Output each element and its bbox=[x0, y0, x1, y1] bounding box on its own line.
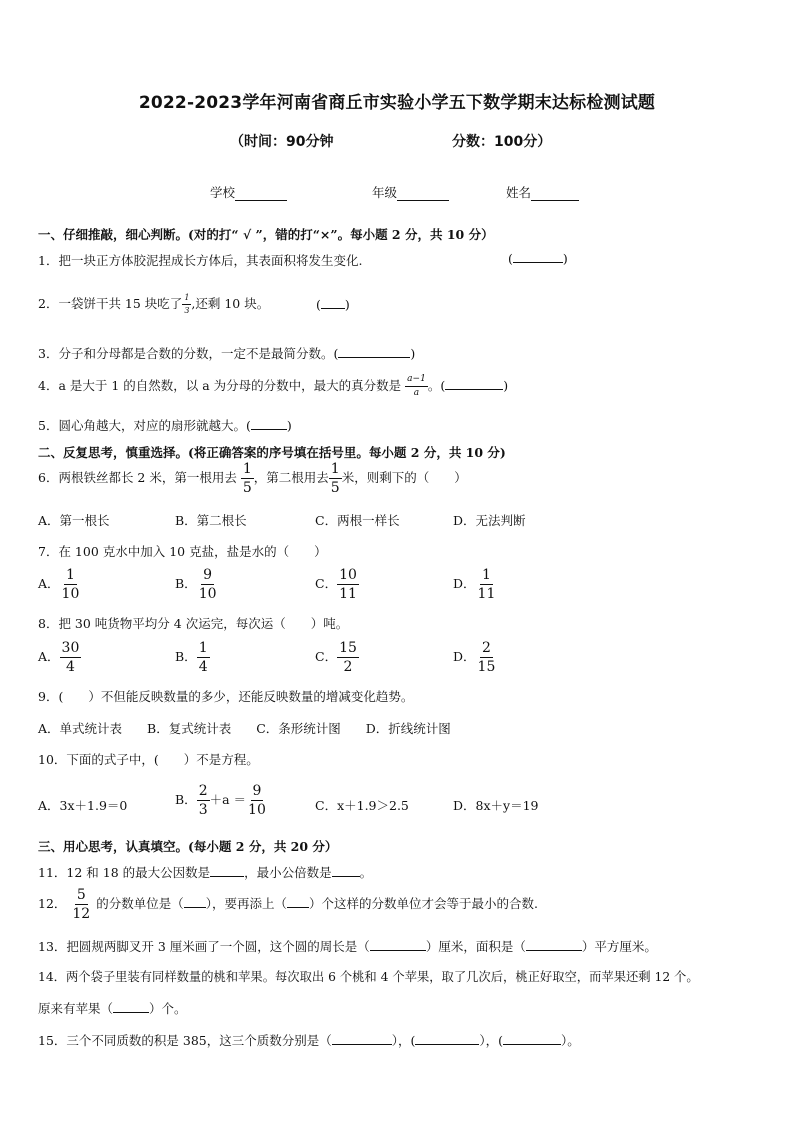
grade-field[interactable] bbox=[372, 183, 449, 201]
q8-option-d[interactable] bbox=[453, 641, 497, 674]
q7-option-a[interactable] bbox=[38, 568, 81, 601]
q14-text-b: 原来有苹果（ bbox=[38, 1001, 114, 1016]
question-12 bbox=[38, 888, 538, 921]
frac-num: 1 bbox=[65, 567, 75, 583]
answer-blank[interactable] bbox=[251, 418, 287, 430]
paren-close: ) bbox=[562, 251, 568, 266]
q6-option-a[interactable]: A．第一根长 bbox=[38, 513, 110, 528]
q12-text-c: ），要再添上（ bbox=[205, 896, 287, 911]
option-fraction-1 bbox=[197, 784, 210, 817]
answer-blank[interactable] bbox=[321, 297, 345, 309]
paren-close: ) bbox=[344, 297, 350, 312]
paren-close: ) bbox=[410, 346, 416, 361]
answer-blank-2[interactable] bbox=[526, 939, 582, 951]
section-2-heading: 二、反复思考，慎重选择。(将正确答案的序号填在括号里。每小题 2 分，共 10 分) bbox=[38, 445, 506, 460]
question-8: 8．把 30 吨货物平均分 4 次运完，每次运（ ）吨。 bbox=[38, 616, 349, 631]
frac-den: 3 bbox=[198, 802, 208, 818]
question-14: 14．两个袋子里装有同样数量的桃和苹果。每次取出 6 个桃和 4 个苹果，取了几次后，桃正好取空，而苹果还剩 12 个。 bbox=[38, 970, 699, 984]
q6-text-a: 6．两根铁丝都长 2 米，第一根用去 bbox=[38, 470, 237, 485]
answer-1[interactable] bbox=[508, 251, 568, 266]
q2-text-b: ,还剩 10 块。 bbox=[191, 296, 270, 311]
q12-text-a: 12． bbox=[38, 896, 67, 911]
answer-blank[interactable] bbox=[338, 346, 410, 358]
answer-2[interactable] bbox=[316, 297, 350, 312]
q8-option-b[interactable] bbox=[175, 641, 210, 674]
question-11 bbox=[38, 863, 372, 881]
frac-num: 10 bbox=[339, 567, 357, 583]
answer-blank-1[interactable] bbox=[184, 896, 206, 908]
exam-time: （时间：90分钟 bbox=[230, 134, 334, 150]
frac-num: 1 bbox=[481, 567, 491, 583]
frac-den: 3 bbox=[184, 306, 190, 315]
frac-den: 5 bbox=[242, 480, 252, 496]
option-label: C． bbox=[315, 576, 338, 591]
q14-text-c: ）个。 bbox=[149, 1001, 187, 1016]
question-14-cont bbox=[38, 999, 187, 1017]
paren-open: ( bbox=[508, 251, 513, 266]
frac-num: a−1 bbox=[405, 375, 428, 387]
answer-blank-1[interactable] bbox=[210, 865, 244, 877]
option-label: B． bbox=[175, 649, 197, 664]
q4-fraction bbox=[405, 375, 428, 398]
frac-num: 1 bbox=[330, 461, 340, 477]
q12-fraction bbox=[70, 888, 92, 921]
q8-option-c[interactable] bbox=[315, 641, 359, 674]
answer-blank-2[interactable] bbox=[287, 896, 309, 908]
q10-option-d[interactable]: D．8x＋y＝19 bbox=[453, 798, 539, 813]
frac-num: 9 bbox=[252, 783, 262, 799]
name-field[interactable] bbox=[506, 183, 579, 201]
question-13 bbox=[38, 937, 657, 955]
q6-fraction-1 bbox=[241, 462, 254, 495]
answer-blank[interactable] bbox=[113, 1001, 149, 1013]
frac-num: 30 bbox=[61, 640, 80, 656]
option-label: A． bbox=[38, 649, 60, 664]
frac-den: 15 bbox=[477, 659, 496, 675]
option-label: B． bbox=[175, 792, 197, 807]
frac-den: 4 bbox=[65, 659, 75, 675]
frac-num: 15 bbox=[339, 640, 357, 656]
frac-den: 4 bbox=[198, 659, 208, 675]
option-fraction bbox=[60, 641, 82, 674]
option-label: B． bbox=[175, 576, 197, 591]
q6-text-c: 米，则剩下的（ ） bbox=[341, 470, 467, 485]
frac-num: 1 bbox=[182, 294, 191, 305]
q8-option-a[interactable] bbox=[38, 641, 81, 674]
q11-text-a: 11．12 和 18 的最大公因数是 bbox=[38, 865, 211, 880]
q13-text-c: ）平方厘米。 bbox=[581, 939, 657, 954]
grade-label: 年级 bbox=[372, 185, 398, 200]
answer-blank-1[interactable] bbox=[370, 939, 426, 951]
answer-blank-3[interactable] bbox=[503, 1033, 561, 1045]
school-label: 学校 bbox=[210, 185, 236, 200]
option-mid: ＋a ＝ bbox=[209, 792, 247, 807]
q6-option-d[interactable]: D．无法判断 bbox=[453, 513, 526, 528]
paren-open: ( bbox=[316, 297, 321, 312]
frac-num: 5 bbox=[76, 887, 86, 903]
question-3 bbox=[38, 344, 415, 362]
q11-text-b: ，最小公倍数是 bbox=[244, 865, 332, 880]
frac-num: 9 bbox=[203, 567, 213, 583]
q12-text-d: ）个这样的分数单位才会等于最小的合数. bbox=[308, 896, 538, 911]
paren-close: ) bbox=[286, 418, 292, 433]
answer-blank-2[interactable] bbox=[415, 1033, 479, 1045]
frac-den: a bbox=[413, 388, 420, 398]
q10-option-c[interactable]: C．x＋1.9＞2.5 bbox=[315, 798, 409, 813]
answer-blank[interactable] bbox=[513, 251, 563, 263]
frac-den: 11 bbox=[339, 586, 357, 602]
q5-text: 5．圆心角越大，对应的扇形就越大。( bbox=[38, 418, 251, 433]
q4-text-a: 4．a 是大于 1 的自然数，以 a 为分母的分数中，最大的真分数是 bbox=[38, 378, 402, 393]
school-field[interactable] bbox=[210, 183, 287, 201]
option-fraction bbox=[197, 641, 210, 674]
frac-den: 11 bbox=[477, 586, 496, 602]
question-10: 10．下面的式子中，( ）不是方程。 bbox=[38, 752, 259, 767]
question-1: 1．把一块正方体胶泥捏成长方体后，其表面积将发生变化. bbox=[38, 253, 363, 268]
frac-den: 10 bbox=[61, 586, 80, 602]
frac-den: 10 bbox=[198, 586, 217, 602]
exam-score: 分数：100分） bbox=[452, 134, 552, 150]
section-3-heading: 三、用心思考，认真填空。(每小题 2 分，共 20 分） bbox=[38, 839, 338, 854]
option-fraction bbox=[476, 641, 498, 674]
question-7: 7．在 100 克水中加入 10 克盐，盐是水的（ ） bbox=[38, 544, 327, 559]
paren-close: ) bbox=[503, 378, 509, 393]
q12-text-b: 的分数单位是（ bbox=[96, 896, 184, 911]
option-fraction bbox=[60, 568, 82, 601]
frac-num: 2 bbox=[481, 640, 491, 656]
question-15 bbox=[38, 1031, 580, 1049]
name-blank[interactable] bbox=[531, 188, 579, 201]
frac-num: 2 bbox=[198, 783, 208, 799]
option-label: C． bbox=[315, 649, 338, 664]
q9-options[interactable]: A．单式统计表 B．复式统计表 C．条形统计图 D．折线统计图 bbox=[38, 721, 451, 736]
question-9: 9．( ）不但能反映数量的多少，还能反映数量的增减变化趋势。 bbox=[38, 689, 414, 704]
q7-option-b[interactable] bbox=[175, 568, 219, 601]
q15-text-c: ），( bbox=[479, 1033, 504, 1048]
q7-option-d[interactable] bbox=[453, 568, 497, 601]
q15-text-a: 15．三个不同质数的积是 385，这三个质数分别是（ bbox=[38, 1033, 332, 1048]
question-6 bbox=[38, 462, 467, 495]
q6-option-b[interactable]: B．第二根长 bbox=[175, 513, 247, 528]
q6-text-b: ，第二根用去 bbox=[253, 470, 329, 485]
section-1-heading: 一、仔细推敲，细心判断。(对的打“ √ ”，错的打“×”。每小题 2 分，共 10 分） bbox=[38, 227, 494, 242]
q10-option-a[interactable]: A．3x＋1.9＝0 bbox=[38, 798, 128, 813]
q6-fraction-2 bbox=[329, 462, 342, 495]
frac-num: 1 bbox=[198, 640, 208, 656]
frac-den: 12 bbox=[72, 906, 91, 922]
answer-blank-1[interactable] bbox=[332, 1033, 392, 1045]
q15-text-b: ），( bbox=[391, 1033, 416, 1048]
option-fraction bbox=[337, 568, 359, 601]
frac-den: 2 bbox=[343, 659, 353, 675]
option-label: D． bbox=[453, 649, 476, 664]
q11-text-c: 。 bbox=[359, 865, 373, 880]
answer-blank[interactable] bbox=[445, 378, 503, 390]
frac-den: 5 bbox=[330, 480, 340, 496]
name-label: 姓名 bbox=[506, 185, 532, 200]
question-4 bbox=[38, 375, 508, 398]
option-fraction-2 bbox=[246, 784, 268, 817]
grade-blank[interactable] bbox=[397, 188, 449, 201]
page-title: 2022-2023学年河南省商丘市实验小学五下数学期末达标检测试题 bbox=[138, 93, 656, 113]
option-fraction bbox=[197, 568, 219, 601]
q10-option-b[interactable] bbox=[175, 784, 268, 817]
q15-text-d: ）。 bbox=[561, 1033, 580, 1048]
answer-blank-2[interactable] bbox=[332, 865, 360, 877]
question-2 bbox=[38, 294, 269, 315]
option-label: D． bbox=[453, 576, 476, 591]
option-fraction bbox=[337, 641, 359, 674]
frac-den: 10 bbox=[248, 802, 266, 818]
q4-text-b: 。( bbox=[427, 378, 446, 393]
question-5 bbox=[38, 416, 292, 434]
q13-text-b: ）厘米，面积是（ bbox=[425, 939, 526, 954]
q7-option-c[interactable] bbox=[315, 568, 359, 601]
school-blank[interactable] bbox=[235, 188, 287, 201]
option-label: A． bbox=[38, 576, 60, 591]
q2-text-a: 2．一袋饼干共 15 块吃了 bbox=[38, 296, 183, 311]
q3-text: 3．分子和分母都是合数的分数，一定不是最简分数。( bbox=[38, 346, 339, 361]
frac-num: 1 bbox=[242, 461, 252, 477]
q6-option-c[interactable]: C．两根一样长 bbox=[315, 513, 400, 528]
option-fraction bbox=[476, 568, 498, 601]
q13-text-a: 13．把圆规两脚叉开 3 厘米画了一个圆，这个圆的周长是（ bbox=[38, 939, 370, 954]
